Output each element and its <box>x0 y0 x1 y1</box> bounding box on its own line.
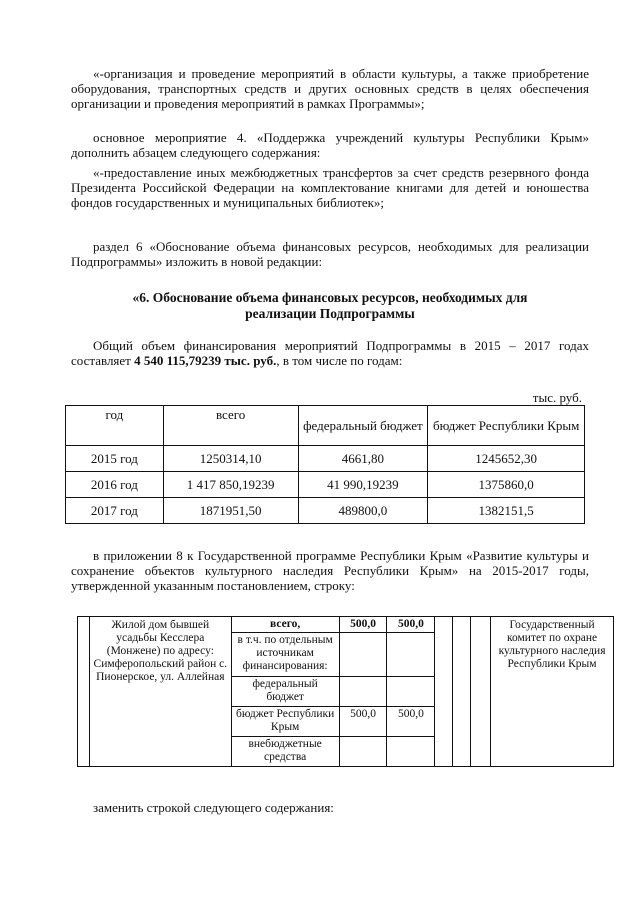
cell-federal: 4661,80 <box>298 446 428 472</box>
cell-empty <box>435 617 453 767</box>
paragraph-transfers: «-предоставление иных межбюджетных трансфертов за счет средств резервного фонда Президента Российской Федерации на комплектование книгами для детей и юношества фондов государственных и муниципальных библиотек»; <box>71 165 589 210</box>
cell-total-2016: 500,0 <box>339 617 387 633</box>
executor-cell: Государственный комитет по охране культурного наследия Республики Крым <box>491 617 614 767</box>
cell-value <box>387 677 435 707</box>
paragraph-main-event-4: основное мероприятие 4. «Поддержка учреждений культуры Республики Крым» дополнить абзацем следующего содержания: <box>71 130 589 160</box>
cell-year: 2017 год <box>66 498 164 524</box>
header-federal: федеральный бюджет <box>298 406 428 446</box>
cell-year: 2016 год <box>66 472 164 498</box>
unit-label: тыс. руб. <box>532 390 582 405</box>
header-year: год <box>66 406 164 446</box>
cell-value <box>339 737 387 767</box>
cell-index <box>78 617 90 767</box>
source-breakdown: в т.ч. по отдельным источникам финансирования: <box>231 633 339 677</box>
table-row <box>78 617 614 633</box>
object-cell: Жилой дом бывшей усадьбы Кесслера (Монжене) по адресу: Симферопольский район с. Пионерское, ул. Аллейная <box>89 617 231 767</box>
cell-value: 500,0 <box>387 707 435 737</box>
cell-value: 500,0 <box>339 707 387 737</box>
cell-total: 1871951,50 <box>163 498 298 524</box>
cell-total: 1250314,10 <box>163 446 298 472</box>
cell-value <box>339 677 387 707</box>
source-total: всего, <box>231 617 339 633</box>
table-row <box>66 498 585 524</box>
cell-value <box>387 737 435 767</box>
cell-regional: 1245652,30 <box>428 446 585 472</box>
appendix-row-table <box>77 616 614 767</box>
paragraph-appendix-8: в приложении 8 к Государственной программе Республики Крым «Развитие культуры и сохранение объектов культурного наследия Республики Крым» на 2015-2017 годы, утвержденной указанным постановлением, строку: <box>71 548 589 593</box>
cell-empty <box>471 617 491 767</box>
finance-table <box>65 405 585 524</box>
cell-total: 1 417 850,19239 <box>163 472 298 498</box>
source-regional: бюджет Республики Крым <box>231 707 339 737</box>
cell-total-2017: 500,0 <box>387 617 435 633</box>
total-text: Общий объем финансирования мероприятий Подпрограммы в 2015 – 2017 годах составляет <box>71 338 589 368</box>
paragraph-total-volume <box>71 338 589 368</box>
table-row <box>66 446 585 472</box>
section-heading-line2: реализации Подпрограммы <box>245 306 415 321</box>
source-federal: федеральный бюджет <box>231 677 339 707</box>
paragraph-events: «-организация и проведение мероприятий в области культуры, а также приобретение оборудования, транспортных средств и других основных средств в целях обеспечения организации и проведения мероприятий в рамках Программы»; <box>71 66 589 111</box>
paragraph-section-6: раздел 6 «Обоснование объема финансовых ресурсов, необходимых для реализации Подпрограммы» изложить в новой редакции: <box>71 239 589 269</box>
cell-regional: 1382151,5 <box>428 498 585 524</box>
cell-value <box>339 633 387 677</box>
table-row <box>66 472 585 498</box>
header-total: всего <box>163 406 298 446</box>
finance-header-row <box>66 406 585 446</box>
source-extrabudget: внебюджетные средства <box>231 737 339 767</box>
cell-federal: 489800,0 <box>298 498 428 524</box>
cell-empty <box>453 617 471 767</box>
total-tail: , в том числе по годам: <box>276 353 403 368</box>
total-amount: 4 540 115,79239 тыс. руб. <box>134 353 277 368</box>
paragraph-replace: заменить строкой следующего содержания: <box>93 800 334 815</box>
cell-year: 2015 год <box>66 446 164 472</box>
cell-value <box>387 633 435 677</box>
header-regional: бюджет Республики Крым <box>428 406 585 446</box>
cell-regional: 1375860,0 <box>428 472 585 498</box>
cell-federal: 41 990,19239 <box>298 472 428 498</box>
section-heading-line1: «6. Обоснование объема финансовых ресурсов, необходимых для <box>132 290 528 305</box>
